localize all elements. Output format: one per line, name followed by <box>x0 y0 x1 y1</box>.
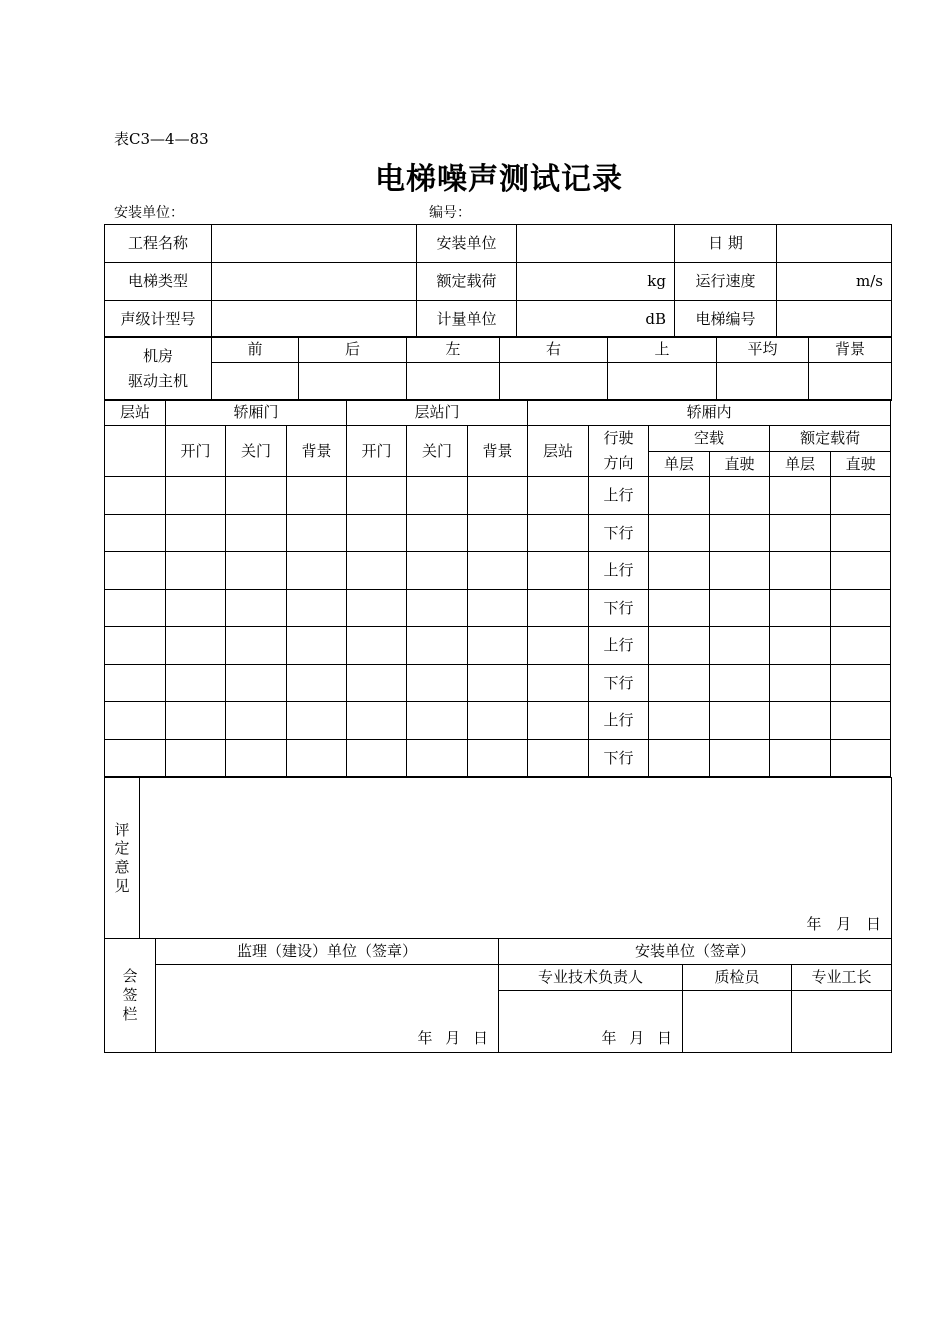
comments-label-char: 意 <box>114 858 130 876</box>
tech-lead-sign-field[interactable] <box>499 991 683 1053</box>
measurement-cell[interactable] <box>710 665 770 702</box>
project-name-field[interactable] <box>212 225 417 263</box>
speed-label: 运行速度 <box>675 263 777 301</box>
measurement-cell[interactable] <box>770 702 831 740</box>
table-row <box>105 702 891 740</box>
measurement-cell[interactable] <box>649 477 710 515</box>
table-row <box>105 665 891 702</box>
measurement-cell[interactable] <box>710 552 770 590</box>
direction-cell: 上行 <box>589 627 649 665</box>
measurement-cell[interactable] <box>528 627 589 665</box>
measurement-cell[interactable] <box>831 590 891 627</box>
tech-lead-date: 年 月 日 <box>601 1029 672 1048</box>
table-row <box>105 477 891 515</box>
measurement-cell[interactable] <box>105 665 166 702</box>
landing-door-background: 背景 <box>468 426 528 477</box>
average-value[interactable] <box>717 363 809 401</box>
measurement-cell[interactable] <box>226 552 287 590</box>
top-value[interactable] <box>608 363 717 401</box>
measurement-cell[interactable] <box>528 552 589 590</box>
direction-cell: 上行 <box>589 477 649 515</box>
meter-model-field[interactable] <box>212 301 417 338</box>
table-row <box>105 590 891 627</box>
elevator-no-label: 电梯编号 <box>675 301 777 338</box>
machine-room-table <box>104 336 892 401</box>
car-door-close: 关门 <box>226 426 287 477</box>
meter-model-label: 声级计型号 <box>105 301 212 338</box>
measurement-cell[interactable] <box>468 702 528 740</box>
signoff-table <box>104 938 892 1053</box>
measurement-cell[interactable] <box>347 665 407 702</box>
measurement-cell[interactable] <box>770 515 831 552</box>
measurement-cell[interactable] <box>770 665 831 702</box>
table-row <box>105 740 891 777</box>
page-title: 电梯噪声测试记录 <box>375 162 623 197</box>
measurement-cell[interactable] <box>347 477 407 515</box>
measurement-cell[interactable] <box>710 702 770 740</box>
measurement-cell[interactable] <box>166 627 226 665</box>
measurement-cell[interactable] <box>166 477 226 515</box>
measurement-cell[interactable] <box>649 515 710 552</box>
measurement-cell[interactable] <box>287 702 347 740</box>
table-row <box>105 627 891 665</box>
measurement-cell[interactable] <box>287 590 347 627</box>
measurement-cell[interactable] <box>528 515 589 552</box>
car-door-header: 轿厢门 <box>166 400 347 426</box>
measurement-cell[interactable] <box>831 515 891 552</box>
measurement-cell[interactable] <box>528 702 589 740</box>
measurement-cell[interactable] <box>770 627 831 665</box>
direction-cell: 上行 <box>589 552 649 590</box>
direction-cell: 下行 <box>589 740 649 777</box>
install-unit-label: 安装单位： <box>114 205 184 221</box>
rated-load-unit: kg <box>647 272 666 291</box>
signoff-label-char: 栏 <box>122 1004 138 1023</box>
foreman-header: 专业工长 <box>792 965 892 991</box>
meter-unit-field[interactable] <box>517 301 675 338</box>
measurement-cell[interactable] <box>710 740 770 777</box>
info-table <box>104 224 892 338</box>
measurement-cell[interactable] <box>105 590 166 627</box>
measurement-cell[interactable] <box>770 477 831 515</box>
measurement-cell[interactable] <box>407 590 468 627</box>
comments-label-char: 定 <box>114 839 130 858</box>
meter-unit-value: dB <box>645 309 666 328</box>
measurement-cell[interactable] <box>347 552 407 590</box>
measurement-cell[interactable] <box>347 590 407 627</box>
measurement-cell[interactable] <box>226 627 287 665</box>
measurement-cell[interactable] <box>347 740 407 777</box>
supervisor-date: 年 月 日 <box>417 1029 488 1048</box>
measurement-cell[interactable] <box>831 627 891 665</box>
measurement-cell[interactable] <box>649 627 710 665</box>
rated-single-floor: 单层 <box>770 452 831 477</box>
inspector-header: 质检员 <box>683 965 792 991</box>
direction-cell: 下行 <box>589 665 649 702</box>
measurement-cell[interactable] <box>528 740 589 777</box>
measurement-cell[interactable] <box>166 552 226 590</box>
measurement-cell[interactable] <box>166 515 226 552</box>
col-back: 后 <box>299 337 407 363</box>
supervisor-sign-field[interactable] <box>156 965 499 1053</box>
empty-direct: 直驶 <box>710 452 770 477</box>
col-right: 右 <box>500 337 608 363</box>
measurement-cell[interactable] <box>287 627 347 665</box>
empty-load-header: 空载 <box>649 426 770 452</box>
measurement-cell[interactable] <box>649 702 710 740</box>
measurement-cell[interactable] <box>710 515 770 552</box>
installer-header: 安装单位（签章） <box>499 939 892 965</box>
inspector-sign-field[interactable] <box>683 991 792 1053</box>
landing-door-header: 层站门 <box>347 400 528 426</box>
measurement-cell[interactable] <box>649 552 710 590</box>
measurement-cell[interactable] <box>105 515 166 552</box>
measurement-cell[interactable] <box>407 740 468 777</box>
speed-unit: m/s <box>856 272 883 291</box>
serial-number-label: 编号： <box>429 205 471 221</box>
measurement-cell[interactable] <box>105 552 166 590</box>
comments-table <box>104 777 892 939</box>
measurement-cell[interactable] <box>226 740 287 777</box>
measurement-cell[interactable] <box>649 665 710 702</box>
measurement-cell[interactable] <box>528 665 589 702</box>
empty-single-floor: 单层 <box>649 452 710 477</box>
measurement-cell[interactable] <box>105 477 166 515</box>
rated-load-label: 额定载荷 <box>417 263 517 301</box>
measurement-cell[interactable] <box>407 665 468 702</box>
measurement-cell[interactable] <box>105 740 166 777</box>
elevator-type-field[interactable] <box>212 263 417 301</box>
speed-field[interactable] <box>777 263 892 301</box>
col-left: 左 <box>407 337 500 363</box>
measurement-cell[interactable] <box>649 590 710 627</box>
comments-date: 年 月 日 <box>806 915 881 934</box>
signoff-label <box>105 939 156 1053</box>
measurement-cell[interactable] <box>649 740 710 777</box>
measurement-cell[interactable] <box>287 665 347 702</box>
machine-room-label-line2: 驱动主机 <box>127 371 188 390</box>
comments-label-char: 评 <box>114 820 130 839</box>
floor-sub-blank <box>105 426 166 477</box>
col-background: 背景 <box>809 337 892 363</box>
tech-lead-header: 专业技术负责人 <box>499 965 683 991</box>
meter-unit-label: 计量单位 <box>417 301 517 338</box>
measurement-cell[interactable] <box>468 515 528 552</box>
rated-direct: 直驶 <box>831 452 891 477</box>
measurement-cell[interactable] <box>407 515 468 552</box>
measurement-cell[interactable] <box>407 552 468 590</box>
measurement-cell[interactable] <box>226 515 287 552</box>
measurement-cell[interactable] <box>468 477 528 515</box>
car-floor-header: 层站 <box>528 426 589 477</box>
measurement-cell[interactable] <box>831 552 891 590</box>
measurement-cell[interactable] <box>347 627 407 665</box>
measurement-cell[interactable] <box>468 740 528 777</box>
landing-door-close: 关门 <box>407 426 468 477</box>
right-value[interactable] <box>500 363 608 401</box>
measurement-cell[interactable] <box>287 552 347 590</box>
rated-load-field[interactable] <box>517 263 675 301</box>
col-top: 上 <box>608 337 717 363</box>
measurement-cell[interactable] <box>226 590 287 627</box>
elevator-type-label: 电梯类型 <box>105 263 212 301</box>
direction-cell: 下行 <box>589 590 649 627</box>
table-row <box>105 552 891 590</box>
date-label: 日 期 <box>675 225 777 263</box>
comments-label-char: 见 <box>114 876 130 895</box>
comments-label <box>105 778 140 939</box>
measurement-cell[interactable] <box>770 552 831 590</box>
noise-table <box>104 399 891 777</box>
supervisor-header: 监理（建设）单位（签章） <box>156 939 499 965</box>
car-door-background: 背景 <box>287 426 347 477</box>
measurement-cell[interactable] <box>347 702 407 740</box>
background-value[interactable] <box>809 363 892 401</box>
measurement-cell[interactable] <box>468 552 528 590</box>
measurement-cell[interactable] <box>226 477 287 515</box>
direction-cell: 下行 <box>589 515 649 552</box>
col-average: 平均 <box>717 337 809 363</box>
table-row <box>105 515 891 552</box>
measurement-cell[interactable] <box>166 590 226 627</box>
measurement-cell[interactable] <box>407 627 468 665</box>
floor-header: 层站 <box>105 400 166 426</box>
measurement-cell[interactable] <box>831 740 891 777</box>
measurement-cell[interactable] <box>468 590 528 627</box>
measurement-cell[interactable] <box>105 627 166 665</box>
signoff-label-char: 会 <box>122 967 138 986</box>
measurement-cell[interactable] <box>468 627 528 665</box>
measurement-cell[interactable] <box>528 590 589 627</box>
landing-door-open: 开门 <box>347 426 407 477</box>
machine-room-label-line1: 机房 <box>142 346 173 365</box>
measurement-cell[interactable] <box>831 702 891 740</box>
measurement-cell[interactable] <box>710 590 770 627</box>
measurement-cell[interactable] <box>166 740 226 777</box>
measurement-cell[interactable] <box>831 477 891 515</box>
car-inside-header: 轿厢内 <box>528 400 891 426</box>
install-unit-label-cell: 安装单位 <box>417 225 517 263</box>
car-door-open: 开门 <box>166 426 226 477</box>
direction-header <box>589 426 649 477</box>
date-field[interactable] <box>777 225 892 263</box>
measurement-cell[interactable] <box>166 665 226 702</box>
measurement-cell[interactable] <box>407 702 468 740</box>
measurement-cell[interactable] <box>347 515 407 552</box>
rated-load-header: 额定载荷 <box>770 426 891 452</box>
signoff-label-char: 签 <box>122 986 138 1005</box>
measurement-cell[interactable] <box>770 590 831 627</box>
measurement-cell[interactable] <box>226 702 287 740</box>
direction-line2: 方向 <box>603 454 634 472</box>
direction-cell: 上行 <box>589 702 649 740</box>
install-unit-field[interactable] <box>517 225 675 263</box>
form-number: 表C3—4—83 <box>114 130 209 148</box>
measurement-cell[interactable] <box>287 477 347 515</box>
measurement-cell[interactable] <box>287 515 347 552</box>
measurement-cell[interactable] <box>770 740 831 777</box>
measurement-cell[interactable] <box>226 665 287 702</box>
project-name-label: 工程名称 <box>105 225 212 263</box>
measurement-cell[interactable] <box>710 627 770 665</box>
measurement-cell[interactable] <box>528 477 589 515</box>
front-value[interactable] <box>212 363 299 401</box>
left-value[interactable] <box>407 363 500 401</box>
measurement-cell[interactable] <box>468 665 528 702</box>
foreman-sign-field[interactable] <box>792 991 892 1053</box>
back-value[interactable] <box>299 363 407 401</box>
comments-field[interactable] <box>140 778 892 939</box>
measurement-cell[interactable] <box>407 477 468 515</box>
measurement-cell[interactable] <box>831 665 891 702</box>
measurement-cell[interactable] <box>287 740 347 777</box>
machine-room-label <box>105 337 212 401</box>
measurement-cell[interactable] <box>710 477 770 515</box>
direction-line1: 行驶 <box>603 429 634 448</box>
elevator-no-field[interactable] <box>777 301 892 338</box>
measurement-cell[interactable] <box>166 702 226 740</box>
col-front: 前 <box>212 337 299 363</box>
measurement-cell[interactable] <box>105 702 166 740</box>
